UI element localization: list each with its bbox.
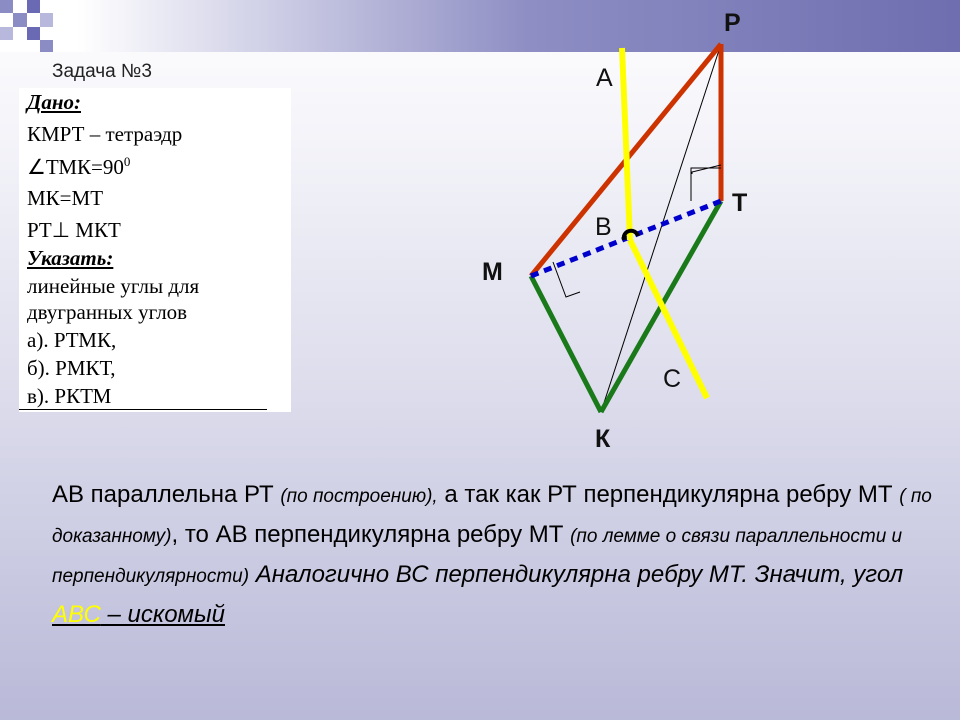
label-A: А [596,64,613,92]
task-line: в). РКТМ [27,384,112,408]
label-K: К [595,425,611,453]
task-line: а). РТМК, [27,328,117,352]
given-line: КМРТ – тетраэдр [27,122,183,146]
label-P: Р [724,9,741,37]
explanation-text [52,476,932,634]
text-part-italic: Аналогично ВС перпендикулярна ребру МТ. Значит, угол [249,561,904,588]
degree-sup: 0 [123,154,131,169]
given-line: МК=МТ [27,186,104,210]
text-part-italic: – искомый [100,601,225,628]
label-C: С [663,365,682,393]
text-part-italic: (по лемме о связи параллельности и перпендикулярности) [52,526,903,587]
text-part: АВ параллельна РТ [52,481,281,508]
right-angle-mark-PT [691,168,721,201]
label-M: М [482,258,503,286]
task-line: б). РМКТ, [27,356,116,380]
text-part-italic: ( по доказанному) [52,486,932,547]
segment-AB [622,48,630,240]
text-part: , то АВ перпендикулярна ребру МТ [171,521,571,548]
text-part: а так как РТ перпендикулярна ребру МТ [437,481,900,508]
label-B: В [595,213,612,241]
angle-abc: АВС [52,601,101,628]
label-T: Т [732,189,748,217]
given-heading: Дано: [27,90,81,114]
given-text: ∠ТМК=90 [27,155,124,179]
task-line: линейные углы для [27,274,200,298]
task-title: Задача №3 [52,61,152,82]
text-part-italic: (по построению), [280,486,438,507]
right-angle-mark-T [692,165,721,174]
given-line: РТ⊥ МКТ [27,218,121,242]
task-line: двугранных углов [27,300,188,324]
task-heading: Указать: [27,246,114,270]
right-angle-mark-M [553,262,580,297]
